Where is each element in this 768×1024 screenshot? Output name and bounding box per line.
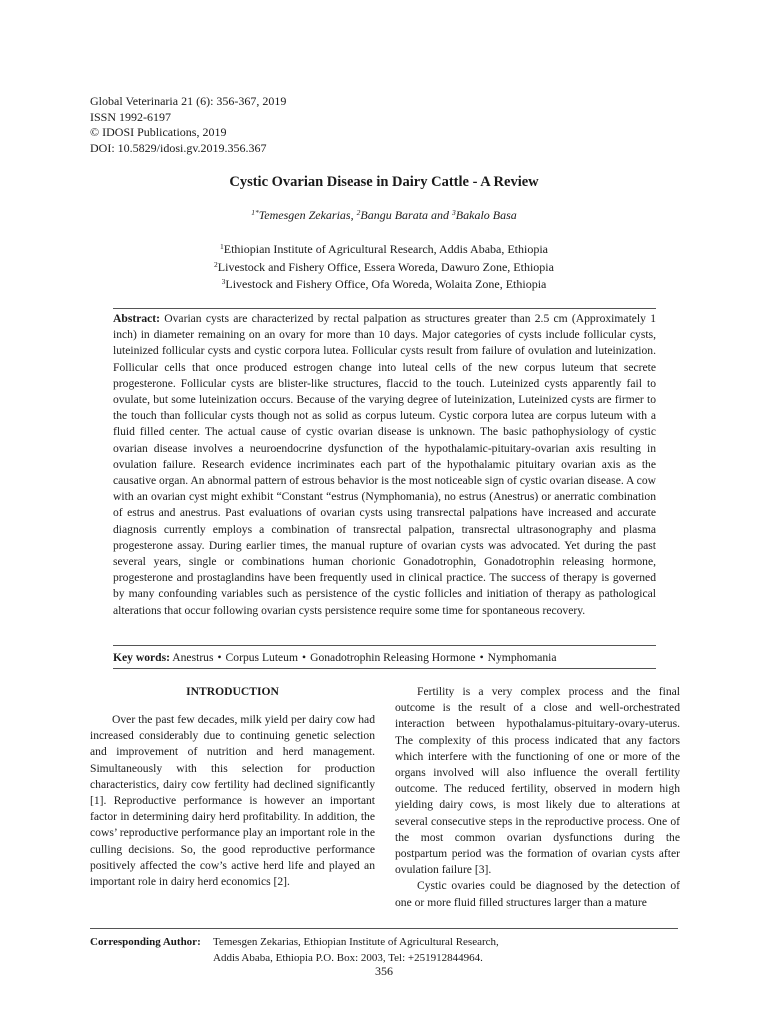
author-name: Bakalo Basa [455,208,517,222]
affiliation-text: Livestock and Fishery Office, Ofa Woreda, Wolaita Zone, Ethiopia [225,277,547,291]
keyword: Gonadotrophin Releasing Hormone [310,651,476,664]
abstract-text: Ovarian cysts are characterized by rectal palpation as structures greater than 2.5 cm (Approximately 1 inch) in diameter remaining on an ovary for more than 10 days. Major categories of cysts include follicular cysts, luteinized follicular cysts and cystic corpora lutea. Follicular cysts result from failure of ovulation and luteinization. Follicular cells that once produced estrogen change into luteal cells of the new corpus luteum that secrete progesterone. Follicular cysts are blister-like structures, flaccid to the touch. Luteinized cysts apparently fail to ovulate, but some luteinization occurs. Because of the varying degree of luteinization, Luteinized cysts are firmer to the touch than follicular cysts though not as solid as corpus luteum. Cystic corpora lutea are corpus luteum with a fluid filled center. The actual cause of cystic ovarian disease is unknown. The basic pathophysiology of cystic ovarian disease involves a neuroendocrine dysfunction of the hypothalamic-pituitary-ovarian axis resulting in ovulation failure. Research evidence incriminates each part of the hypothalamic pituitary ovarian axis as the causative organ. An abnormal pattern of estrous behavior is the most noticeable sign of cystic ovarian disease. A cow with an ovarian cyst might exhibit “Constant “estrus (Nymphomania), no estrus (Anestrus) or anerratic combination of estrus and anestrus. Past evaluations of ovarian cysts using transrectal palpations have increased and accurate diagnosis currently employs a combination of transrectal palpation, transrectal ultrasonography and plasma progesterone assay. During earlier times, the manual rupture of ovarian cysts was advocated. Yet during the past several years, single or combinations human chorionic Gonadotrophin, Gonadotrophin releasing hormone, progesterone and prostaglandins have been frequently used in clinical practice. The success of therapy is governed by many confounding variables such as persistence of the cystic follicles and initiation of therapy as pathological alterations that occur following ovarian cysts persistence require some time for spontaneous recovery. [113,312,656,617]
affiliation-marker: 3 [221,277,226,286]
body-paragraph: Over the past few decades, milk yield per dairy cow had increased considerably due to continuing genetic selection and improvement of nutrition and herd management. Simultaneously with this selection for production characteristics, dairy cow fertility had declined significantly [1]. Reproductive performance is however an important factor in determining dairy herd profitability. In addition, the cows’ reproductive performance play an important role in the culling decisions. So, the good reproductive performance positively affected the cow’s active herd life and played an important role in dairy herd economics [2]. [90,713,375,889]
footer-rule [90,928,678,929]
journal-issn: ISSN 1992-6197 [90,109,172,124]
corresponding-author-line: Addis Ababa, Ethiopia P.O. Box: 2003, Tel: +251912844964. [213,952,483,964]
journal-citation: Global Veterinaria 21 (6): 356-367, 2019 [90,94,287,108]
affiliation-text: Livestock and Fishery Office, Essera Woreda, Dawuro Zone, Ethiopia [217,259,554,274]
corresponding-author [90,934,499,966]
author-name: Temesgen Zekarias, [258,208,357,222]
author [357,208,452,222]
keywords-bottom-rule [113,668,656,669]
journal-copyright: © IDOSI Publications, 2019 [90,125,227,139]
abstract-label: Abstract: [113,312,161,325]
keywords [113,651,656,664]
author-marker: 3 [452,208,456,217]
keyword: Corpus Luteum [225,651,299,664]
affiliation-marker: 1 [219,242,224,251]
article-title: Cystic Ovarian Disease in Dairy Cattle - A Review [229,174,539,190]
left-column [90,684,375,890]
affiliation [0,241,768,259]
keyword-separator: • [217,651,222,664]
journal-metadata [90,94,286,156]
affiliation-list [0,241,768,294]
author-name: Bangu Barata and [360,208,453,222]
abstract-top-rule [113,308,656,309]
author-marker: 2 [356,208,361,217]
right-column [395,684,680,911]
journal-doi: DOI: 10.5829/idosi.gv.2019.356.367 [90,140,267,155]
page-number: 356 [375,964,393,978]
keyword: Anestrus [172,651,214,664]
body-paragraph: Cystic ovaries could be diagnosed by the detection of one or more fluid filled structures larger than a mature [395,879,680,909]
author [251,208,356,222]
keyword-separator: • [302,651,307,664]
corresponding-author-line: Temesgen Zekarias, Ethiopian Institute of Agricultural Research, [213,936,499,948]
affiliation [0,276,768,294]
affiliation-text: Ethiopian Institute of Agricultural Research, Addis Ababa, Ethiopia [223,242,548,256]
keywords-label: Key words: [113,651,170,664]
abstract [113,311,656,619]
author-list [0,208,768,223]
keyword: Nymphomania [487,651,557,664]
affiliation [0,259,768,277]
keywords-top-rule [113,645,656,646]
author [452,208,517,222]
section-heading-introduction: INTRODUCTION [186,685,279,698]
affiliation-marker: 2 [214,259,218,269]
author-marker: 1* [251,208,259,217]
corresponding-author-label: Corresponding Author: [90,936,201,948]
keyword-separator: • [479,651,484,664]
body-paragraph: Fertility is a very complex process and the final outcome is the result of a close and well-orchestrated interaction between hypothalamus-pituitary-ovary-uterus. The complexity of this process indicated that any factors which interfere with the functioning of one or more of the organs involved will also influence the overall fertility outcome. The reduced fertility, observed in modern high yielding dairy cows, is most likely due to alterations at several consecutive steps in the reproductive process. One of the most common ovarian dysfunctions during the postpartum period was the formation of ovarian cysts after ovulation failure [3]. [395,685,680,877]
